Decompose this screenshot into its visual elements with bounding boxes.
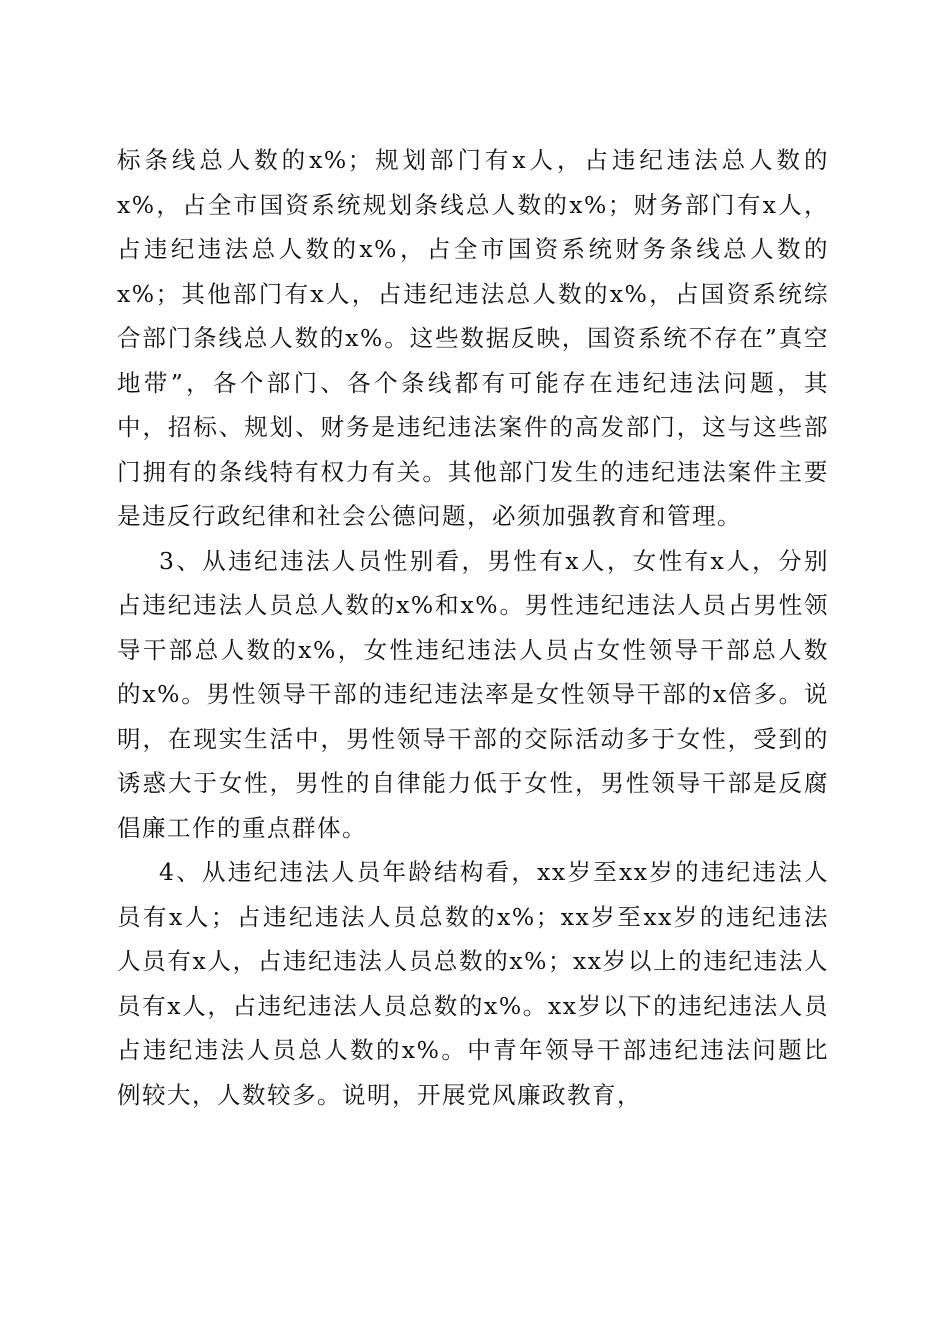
paragraph-age-analysis: 4、从违纪违法人员年龄结构看，xx岁至xx岁的违纪违法人员有x人；占违纪违法人员总数的x%；xx岁至xx岁的违纪违法人员有x人，占违纪违法人员总数的x%；xx岁以上的违纪违法人员有x人，占违纪违法人员总数的x%。xx岁以下的违纪违法人员占违纪违法人员总人数的x%。中青年领导干部违纪违法问题比例较大，人数较多。说明，开展党风廉政教育， [117,858,829,1109]
paragraph-gender-analysis: 3、从违纪违法人员性别看，男性有x人，女性有x人，分别占违纪违法人员总人数的x%和x%。男性违纪违法人员占男性领导干部总人数的x%，女性违纪违法人员占女性领导干部总人数的x%。男性领导干部的违纪违法率是女性领导干部的x倍多。说明，在现实生活中，男性领导干部的交际活动多于女性，受到的诱惑大于女性，男性的自律能力低于女性，男性领导干部是反腐倡廉工作的重点群体。 [117,546,829,842]
paragraph-continuation: 标条线总人数的x%；规划部门有x人，占违纪违法总人数的x%，占全市国资系统规划条线总人数的x%；财务部门有x人，占违纪违法总人数的x%，占全市国资系统财务条线总人数的x%；其他部门有x人，占违纪违法总人数的x%，占国资系统综合部门条线总人数的x%。这些数据反映，国资系统不存在”真空地带”，各个部门、各个条线都有可能存在违纪违法问题，其中，招标、规划、财务是违纪违法案件的高发部门，这与这些部门拥有的条线特有权力有关。其他部门发生的违纪违法案件主要是违反行政纪律和社会公德问题，必须加强教育和管理。 [117,146,829,530]
document-body [117,138,829,1117]
